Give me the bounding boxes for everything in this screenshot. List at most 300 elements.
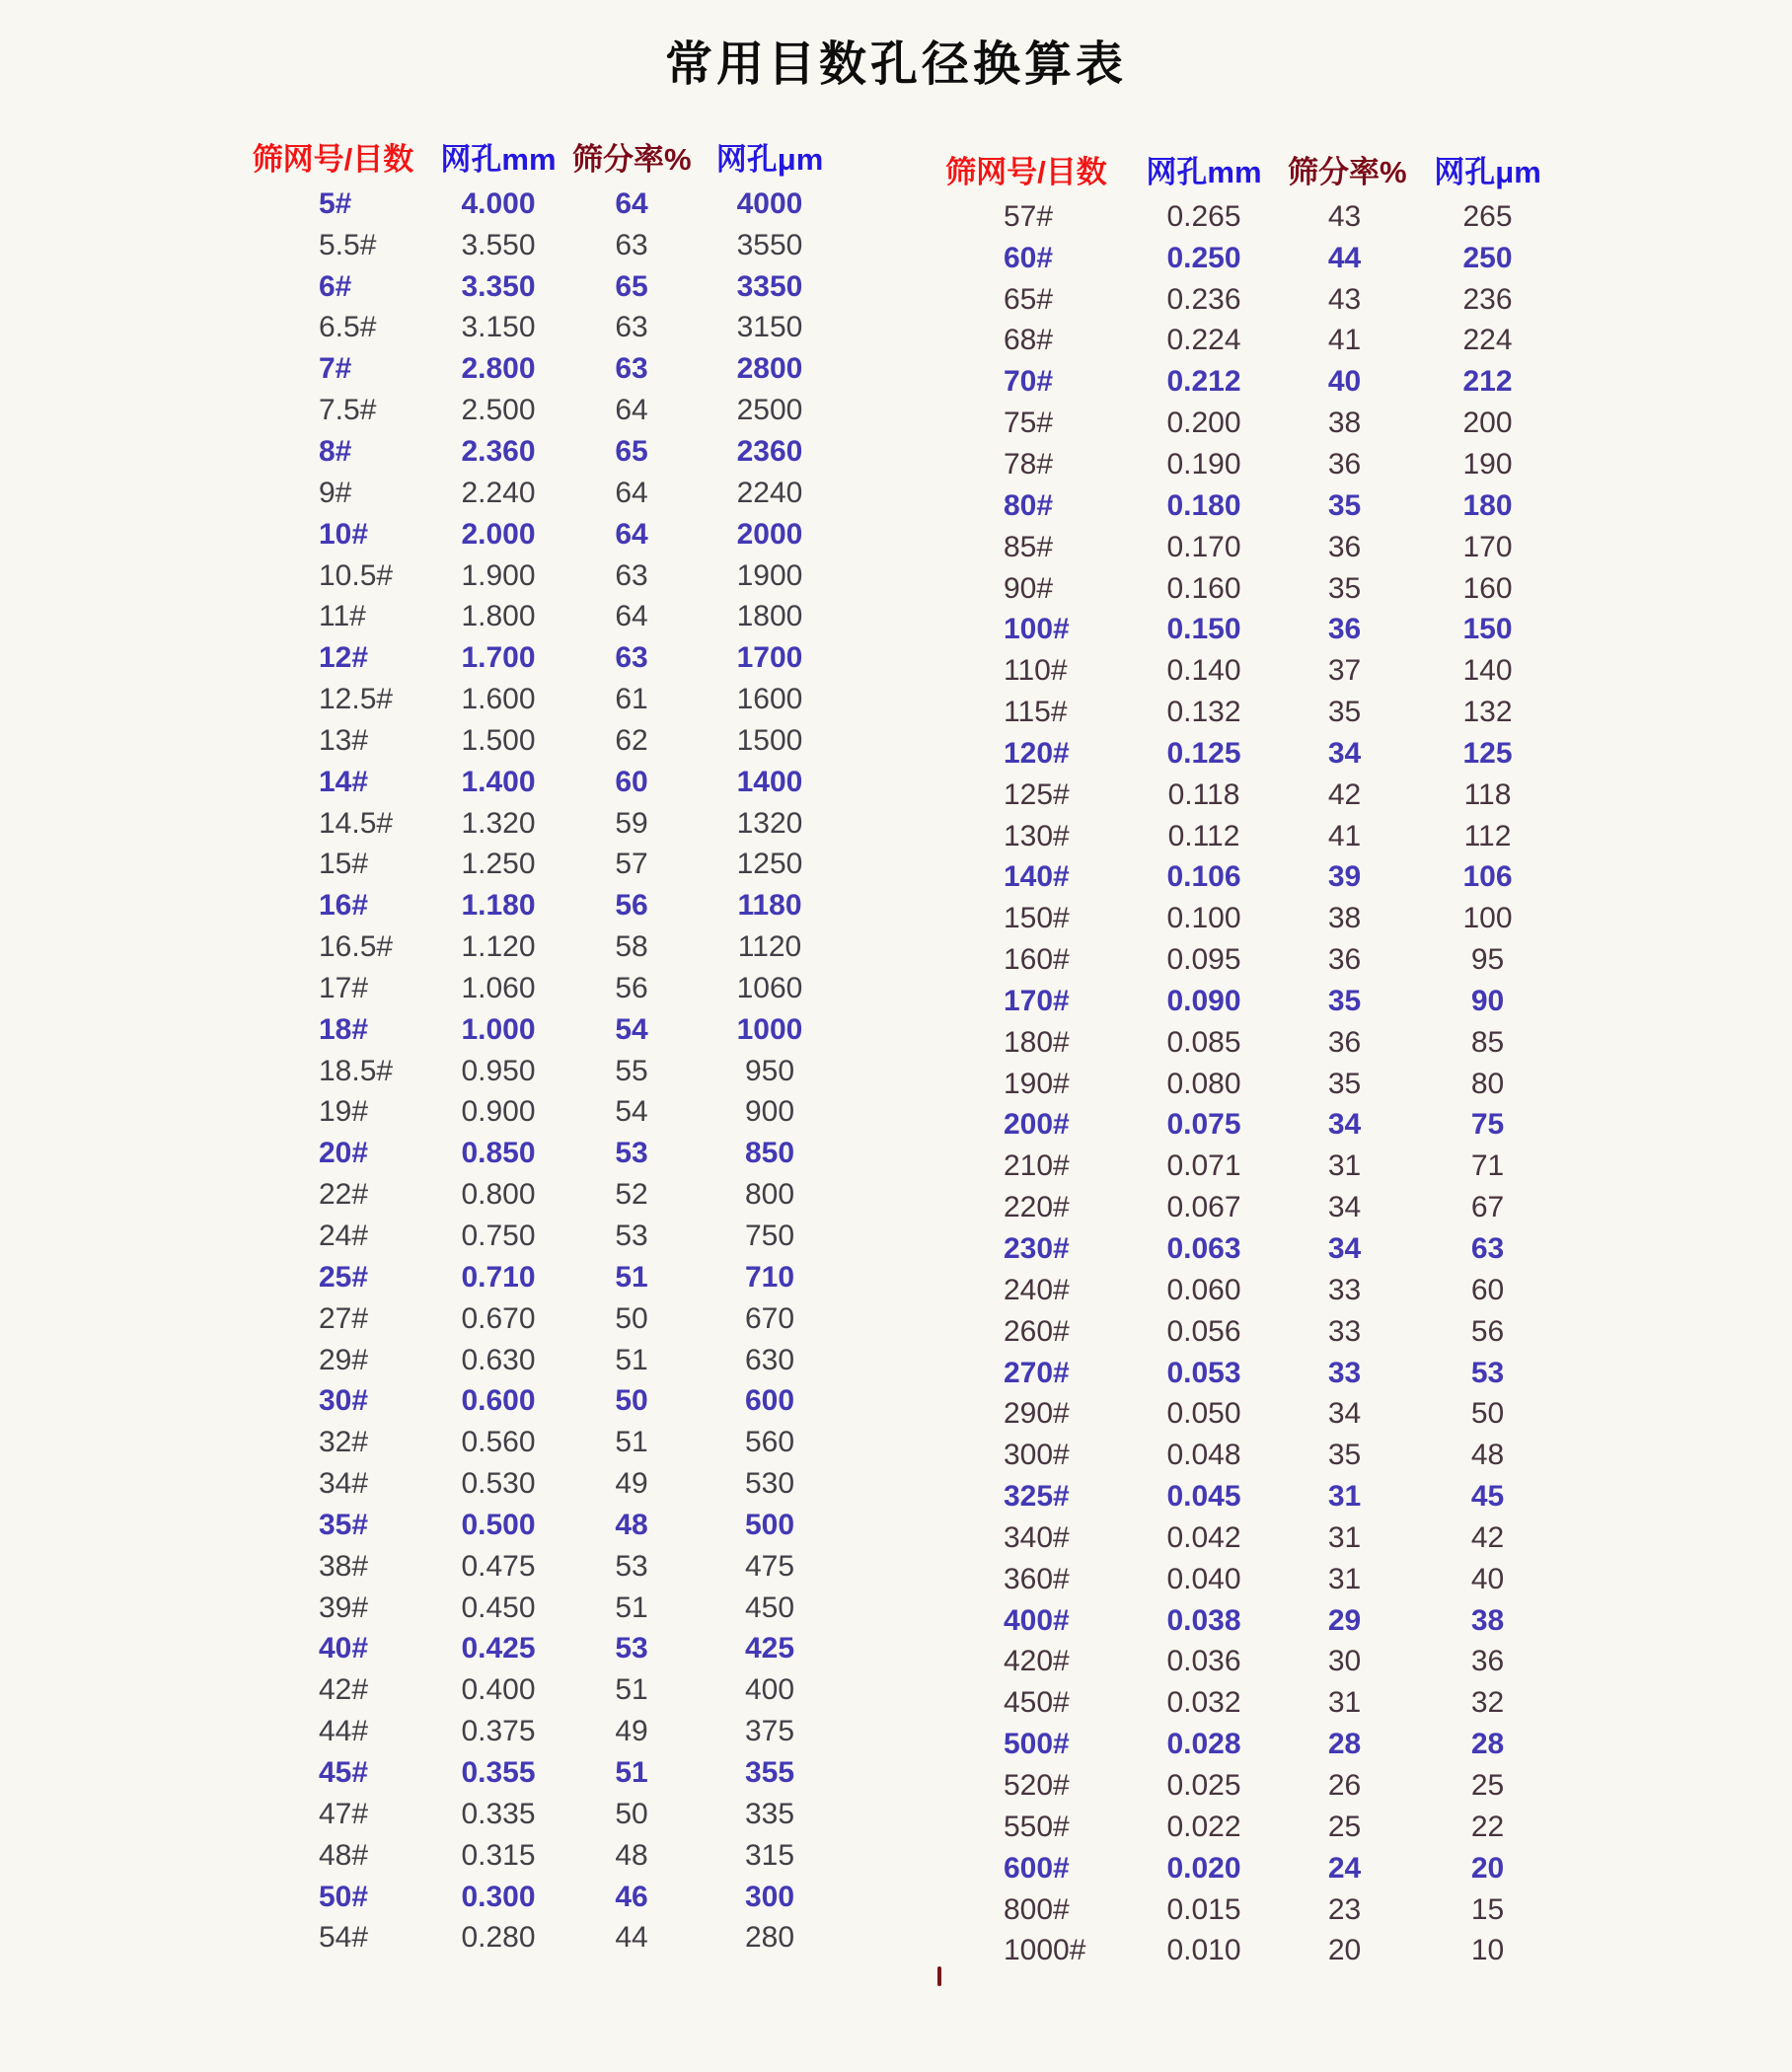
rate-cell: 63 — [615, 311, 648, 344]
mm-cell: 0.400 — [461, 1673, 536, 1707]
mesh-cell: 150# — [1004, 902, 1070, 935]
um-cell: 67 — [1470, 1191, 1505, 1224]
mm-cell: 0.125 — [1166, 736, 1241, 770]
column-header-rate: 筛分率% — [1288, 154, 1407, 189]
rate-cell: 43 — [1327, 282, 1362, 316]
um-cell: 530 — [744, 1467, 795, 1501]
mesh-cell: 50# — [319, 1880, 369, 1913]
rate-cell: 64 — [615, 517, 648, 551]
mesh-cell: 6.5# — [319, 311, 377, 344]
table-row — [933, 444, 1579, 485]
mesh-cell: 180# — [1004, 1025, 1070, 1059]
um-cell: 118 — [1463, 777, 1512, 811]
table-row — [242, 1051, 854, 1092]
um-cell: 2800 — [736, 352, 803, 386]
rate-cell: 51 — [615, 1426, 648, 1459]
mm-cell: 0.450 — [461, 1591, 536, 1624]
mesh-cell: 130# — [1004, 819, 1070, 852]
table-row — [933, 898, 1579, 939]
um-cell: 1060 — [736, 971, 803, 1004]
um-cell: 90 — [1470, 984, 1505, 1017]
table-row — [933, 692, 1579, 733]
rate-cell: 53 — [615, 1632, 648, 1665]
mm-cell: 0.265 — [1166, 199, 1241, 233]
mm-cell: 0.280 — [461, 1921, 536, 1955]
mesh-cell: 34# — [319, 1467, 369, 1501]
mm-cell: 0.335 — [461, 1797, 536, 1830]
mm-cell: 0.600 — [461, 1384, 536, 1418]
page-title: 常用目数孔径换算表 — [664, 38, 1127, 91]
rate-cell: 50 — [615, 1384, 648, 1418]
mm-cell: 0.132 — [1166, 696, 1241, 729]
mm-cell: 1.400 — [461, 765, 536, 798]
table-row — [242, 885, 854, 926]
um-cell: 670 — [744, 1301, 795, 1335]
table-row — [242, 1463, 854, 1505]
rate-cell: 43 — [1327, 199, 1362, 233]
rate-cell: 61 — [615, 683, 648, 716]
left-table — [242, 128, 854, 1959]
um-cell: 900 — [744, 1095, 795, 1129]
rate-cell: 48 — [615, 1838, 648, 1872]
table-row — [933, 568, 1579, 610]
mesh-cell: 5# — [319, 186, 352, 220]
rate-cell: 20 — [1327, 1934, 1362, 1967]
rate-cell: 35 — [1327, 1439, 1362, 1472]
um-cell: 1120 — [737, 930, 802, 964]
mesh-cell: 550# — [1004, 1810, 1070, 1843]
um-cell: 4000 — [736, 186, 803, 220]
um-cell: 250 — [1462, 241, 1513, 274]
um-cell: 1320 — [736, 806, 803, 840]
rate-cell: 35 — [1327, 696, 1362, 729]
rate-cell: 46 — [615, 1880, 648, 1913]
table-row — [242, 431, 854, 473]
table-row — [242, 266, 854, 308]
mm-cell: 0.040 — [1166, 1562, 1241, 1595]
rate-cell: 34 — [1327, 1397, 1362, 1431]
mm-cell: 0.118 — [1167, 777, 1240, 811]
rate-cell: 40 — [1327, 365, 1362, 399]
mm-cell: 1.250 — [461, 848, 536, 881]
mesh-cell: 360# — [1004, 1562, 1070, 1595]
mesh-cell: 27# — [319, 1301, 369, 1335]
mesh-cell: 39# — [319, 1591, 369, 1624]
mesh-cell: 18.5# — [319, 1054, 394, 1087]
rate-cell: 63 — [615, 228, 648, 261]
mm-cell: 1.000 — [461, 1012, 536, 1046]
table-row — [242, 1835, 854, 1877]
rate-cell: 26 — [1327, 1768, 1362, 1802]
um-cell: 180 — [1462, 488, 1513, 522]
mesh-cell: 220# — [1004, 1191, 1070, 1224]
rate-cell: 50 — [615, 1797, 648, 1830]
um-cell: 28 — [1470, 1728, 1505, 1761]
mm-cell: 0.053 — [1166, 1356, 1241, 1389]
table-row — [933, 1517, 1579, 1559]
um-cell: 50 — [1470, 1397, 1505, 1431]
um-cell: 850 — [744, 1137, 795, 1170]
rate-cell: 41 — [1327, 324, 1362, 357]
mm-cell: 0.224 — [1166, 324, 1241, 357]
table-row — [933, 527, 1579, 568]
mm-cell: 3.350 — [461, 269, 536, 303]
table-row — [933, 816, 1579, 857]
rate-cell: 59 — [615, 806, 648, 840]
mm-cell: 0.015 — [1166, 1892, 1241, 1926]
table-row — [242, 1629, 854, 1670]
mm-cell: 0.080 — [1166, 1067, 1241, 1100]
mm-cell: 0.010 — [1166, 1934, 1241, 1967]
um-cell: 1250 — [736, 848, 803, 881]
table-row — [242, 390, 854, 431]
mm-cell: 0.036 — [1166, 1645, 1241, 1678]
mm-cell: 0.850 — [461, 1137, 536, 1170]
mm-cell: 0.950 — [461, 1054, 536, 1087]
mm-cell: 0.560 — [461, 1426, 536, 1459]
rate-cell: 31 — [1327, 1149, 1362, 1183]
um-cell: 265 — [1462, 199, 1513, 233]
table-row — [242, 1588, 854, 1629]
mesh-cell: 325# — [1004, 1480, 1070, 1514]
mesh-cell: 290# — [1004, 1397, 1070, 1431]
mesh-cell: 230# — [1004, 1232, 1070, 1266]
rate-cell: 54 — [615, 1012, 648, 1046]
table-row — [933, 1600, 1579, 1642]
mesh-cell: 12# — [319, 641, 369, 675]
mesh-cell: 300# — [1004, 1439, 1070, 1472]
table-row — [242, 555, 854, 597]
mesh-cell: 44# — [319, 1715, 369, 1748]
rate-cell: 34 — [1327, 736, 1362, 770]
left-table-header — [242, 128, 854, 184]
rate-cell: 42 — [1327, 777, 1362, 811]
rate-cell: 64 — [615, 476, 648, 509]
mesh-cell: 75# — [1004, 407, 1054, 440]
mm-cell: 0.800 — [461, 1178, 536, 1212]
table-row — [933, 609, 1579, 650]
rate-cell: 31 — [1327, 1480, 1362, 1514]
rate-cell: 37 — [1327, 654, 1362, 688]
table-row — [242, 1257, 854, 1298]
mesh-cell: 8# — [319, 434, 352, 468]
mm-cell: 0.022 — [1166, 1810, 1241, 1843]
table-row — [933, 1724, 1579, 1765]
um-cell: 1800 — [736, 600, 803, 633]
um-cell: 1600 — [736, 683, 803, 716]
table-row — [242, 1174, 854, 1216]
table-row — [933, 857, 1579, 899]
mm-cell: 0.050 — [1166, 1397, 1241, 1431]
um-cell: 100 — [1462, 902, 1513, 935]
mm-cell: 0.048 — [1166, 1439, 1241, 1472]
mesh-cell: 240# — [1004, 1273, 1070, 1306]
mm-cell: 0.032 — [1166, 1686, 1241, 1720]
mesh-cell: 20# — [319, 1137, 369, 1170]
mesh-cell: 65# — [1004, 282, 1054, 316]
um-cell: 1400 — [736, 765, 803, 798]
um-cell: 355 — [744, 1755, 795, 1789]
mm-cell: 0.090 — [1166, 984, 1241, 1017]
table-row — [933, 1146, 1579, 1187]
mm-cell: 0.630 — [461, 1343, 536, 1376]
table-row — [933, 279, 1579, 321]
table-row — [933, 981, 1579, 1022]
mesh-cell: 120# — [1004, 736, 1070, 770]
um-cell: 36 — [1470, 1645, 1505, 1678]
mesh-cell: 30# — [319, 1384, 369, 1418]
mesh-cell: 140# — [1004, 860, 1070, 894]
rate-cell: 44 — [615, 1921, 648, 1955]
mm-cell: 2.240 — [461, 476, 536, 509]
um-cell: 112 — [1463, 819, 1512, 852]
mesh-cell: 170# — [1004, 984, 1070, 1017]
mm-cell: 1.320 — [461, 806, 536, 840]
table-row — [933, 1642, 1579, 1683]
table-row — [242, 637, 854, 679]
rate-cell: 58 — [615, 930, 648, 964]
mm-cell: 1.180 — [461, 889, 536, 923]
um-cell: 450 — [744, 1591, 795, 1624]
column-header-mm: 网孔mm — [440, 141, 557, 177]
rate-cell: 28 — [1327, 1728, 1362, 1761]
um-cell: 106 — [1462, 860, 1513, 894]
rate-cell: 35 — [1327, 984, 1362, 1017]
column-header-mm: 网孔mm — [1146, 154, 1262, 189]
um-cell: 170 — [1462, 530, 1513, 563]
mm-cell: 0.150 — [1166, 613, 1241, 646]
um-cell: 1500 — [736, 723, 803, 757]
um-cell: 3350 — [736, 269, 803, 303]
rate-cell: 36 — [1327, 447, 1362, 481]
rate-cell: 36 — [1327, 943, 1362, 977]
mm-cell: 2.360 — [461, 434, 536, 468]
mesh-cell: 25# — [319, 1260, 369, 1294]
rate-cell: 33 — [1327, 1356, 1362, 1389]
table-row — [933, 403, 1579, 444]
table-row — [933, 1682, 1579, 1724]
mesh-cell: 14# — [319, 765, 369, 798]
um-cell: 53 — [1470, 1356, 1505, 1389]
table-row — [933, 733, 1579, 775]
table-row — [933, 775, 1579, 816]
mm-cell: 0.375 — [461, 1715, 536, 1748]
table-row — [242, 514, 854, 555]
mm-cell: 1.700 — [461, 641, 536, 675]
mm-cell: 0.900 — [461, 1095, 536, 1129]
rate-cell: 57 — [615, 848, 648, 881]
um-cell: 375 — [744, 1715, 795, 1748]
um-cell: 48 — [1470, 1439, 1505, 1472]
rate-cell: 51 — [615, 1260, 648, 1294]
rate-cell: 50 — [615, 1301, 648, 1335]
um-cell: 425 — [744, 1632, 795, 1665]
table-row — [242, 1009, 854, 1051]
rate-cell: 63 — [615, 558, 648, 592]
table-row — [933, 196, 1579, 238]
um-cell: 335 — [744, 1797, 795, 1830]
table-row — [242, 1794, 854, 1835]
table-row — [933, 1105, 1579, 1147]
mesh-cell: 17# — [319, 971, 369, 1004]
column-header-rate: 筛分率% — [572, 141, 692, 177]
table-row — [242, 720, 854, 762]
rate-cell: 49 — [615, 1715, 648, 1748]
rate-cell: 36 — [1327, 530, 1362, 563]
mesh-cell: 12.5# — [319, 683, 394, 716]
mesh-cell: 270# — [1004, 1356, 1070, 1389]
rate-cell: 44 — [1327, 241, 1362, 274]
mesh-cell: 42# — [319, 1673, 369, 1707]
table-row — [933, 1064, 1579, 1105]
mesh-cell: 115# — [1004, 696, 1068, 729]
mesh-cell: 40# — [319, 1632, 369, 1665]
mesh-cell: 24# — [319, 1220, 369, 1253]
mesh-cell: 5.5# — [319, 228, 377, 261]
rate-cell: 51 — [615, 1343, 648, 1376]
mm-cell: 1.500 — [461, 723, 536, 757]
mm-cell: 0.425 — [461, 1632, 536, 1665]
table-row — [933, 485, 1579, 527]
rate-cell: 38 — [1327, 902, 1362, 935]
mm-cell: 0.212 — [1166, 365, 1241, 399]
um-cell: 32 — [1470, 1686, 1505, 1720]
table-row — [242, 762, 854, 803]
rate-cell: 35 — [1327, 571, 1362, 605]
um-cell: 950 — [744, 1054, 795, 1087]
um-cell: 10 — [1470, 1934, 1505, 1967]
um-cell: 710 — [744, 1260, 795, 1294]
um-cell: 45 — [1470, 1480, 1505, 1514]
mm-cell: 0.236 — [1166, 282, 1241, 316]
rate-cell: 64 — [615, 186, 648, 220]
mesh-cell: 500# — [1004, 1728, 1070, 1761]
table-row — [933, 1311, 1579, 1353]
mesh-cell: 210# — [1004, 1149, 1070, 1183]
table-row — [242, 308, 854, 349]
rate-cell: 64 — [615, 394, 648, 427]
right-table-body — [933, 196, 1579, 1971]
rate-cell: 65 — [615, 434, 648, 468]
table-row — [933, 1848, 1579, 1889]
table-row — [242, 1298, 854, 1340]
mesh-cell: 54# — [319, 1921, 369, 1955]
um-cell: 15 — [1470, 1892, 1505, 1926]
mesh-cell: 7.5# — [319, 394, 377, 427]
table-row — [933, 1393, 1579, 1435]
table-row — [933, 1930, 1579, 1971]
mm-cell: 1.900 — [461, 558, 536, 592]
rate-cell: 25 — [1327, 1810, 1362, 1843]
um-cell: 150 — [1462, 613, 1513, 646]
mm-cell: 0.315 — [461, 1838, 536, 1872]
mm-cell: 2.500 — [461, 394, 536, 427]
right-table-header — [933, 141, 1579, 196]
table-row — [242, 1752, 854, 1794]
mm-cell: 0.670 — [461, 1301, 536, 1335]
column-header-um: 网孔μm — [1434, 154, 1541, 189]
mm-cell: 0.060 — [1166, 1273, 1241, 1306]
mesh-cell: 32# — [319, 1426, 369, 1459]
um-cell: 630 — [744, 1343, 795, 1376]
um-cell: 200 — [1462, 407, 1513, 440]
um-cell: 22 — [1470, 1810, 1505, 1843]
um-cell: 60 — [1470, 1273, 1505, 1306]
mm-cell: 0.045 — [1166, 1480, 1241, 1514]
um-cell: 750 — [744, 1220, 795, 1253]
um-cell: 3150 — [736, 311, 803, 344]
um-cell: 56 — [1470, 1314, 1505, 1348]
um-cell: 224 — [1462, 324, 1513, 357]
rate-cell: 62 — [615, 723, 648, 757]
rate-cell: 56 — [615, 971, 648, 1004]
mm-cell: 0.710 — [461, 1260, 536, 1294]
mm-cell: 1.600 — [461, 683, 536, 716]
mm-cell: 0.085 — [1166, 1025, 1241, 1059]
rate-cell: 54 — [615, 1095, 648, 1129]
mm-cell: 0.180 — [1166, 488, 1241, 522]
um-cell: 160 — [1462, 571, 1513, 605]
rate-cell: 31 — [1327, 1562, 1362, 1595]
mesh-cell: 800# — [1004, 1892, 1070, 1926]
table-row — [242, 803, 854, 845]
um-cell: 315 — [744, 1838, 795, 1872]
rate-cell: 34 — [1327, 1232, 1362, 1266]
mesh-cell: 38# — [319, 1549, 369, 1583]
mm-cell: 3.150 — [461, 311, 536, 344]
rate-cell: 55 — [615, 1054, 648, 1087]
rate-cell: 33 — [1327, 1273, 1362, 1306]
table-row — [242, 473, 854, 514]
mesh-cell: 10# — [319, 517, 369, 551]
mesh-cell: 14.5# — [319, 806, 394, 840]
mm-cell: 0.100 — [1166, 902, 1241, 935]
mesh-cell: 13# — [319, 723, 369, 757]
um-cell: 1000 — [736, 1012, 803, 1046]
column-header-mesh: 筛网号/目数 — [252, 141, 414, 177]
table-row — [242, 225, 854, 266]
stray-scan-mark — [937, 1966, 941, 1986]
rate-cell: 53 — [615, 1549, 648, 1583]
mesh-cell: 19# — [319, 1095, 369, 1129]
mesh-cell: 22# — [319, 1178, 369, 1212]
mm-cell: 0.160 — [1166, 571, 1241, 605]
um-cell: 42 — [1470, 1520, 1505, 1554]
um-cell: 2000 — [736, 517, 803, 551]
mm-cell: 0.475 — [461, 1549, 536, 1583]
mesh-cell: 160# — [1004, 943, 1070, 977]
mm-cell: 1.120 — [461, 930, 536, 964]
mesh-cell: 47# — [319, 1797, 369, 1830]
um-cell: 1700 — [736, 641, 803, 675]
rate-cell: 33 — [1327, 1314, 1362, 1348]
rate-cell: 23 — [1327, 1892, 1362, 1926]
mm-cell: 0.071 — [1166, 1149, 1241, 1183]
mesh-cell: 16# — [319, 889, 369, 923]
rate-cell: 31 — [1327, 1686, 1362, 1720]
table-row — [933, 1807, 1579, 1848]
mesh-cell: 15# — [319, 848, 369, 881]
mm-cell: 4.000 — [461, 186, 536, 220]
table-row — [242, 1380, 854, 1422]
mesh-cell: 45# — [319, 1755, 369, 1789]
table-row — [242, 1216, 854, 1257]
rate-cell: 51 — [615, 1673, 648, 1707]
mesh-cell: 1000# — [1004, 1934, 1086, 1967]
um-cell: 1180 — [737, 889, 802, 923]
rate-cell: 24 — [1327, 1851, 1362, 1885]
um-cell: 190 — [1462, 447, 1513, 481]
